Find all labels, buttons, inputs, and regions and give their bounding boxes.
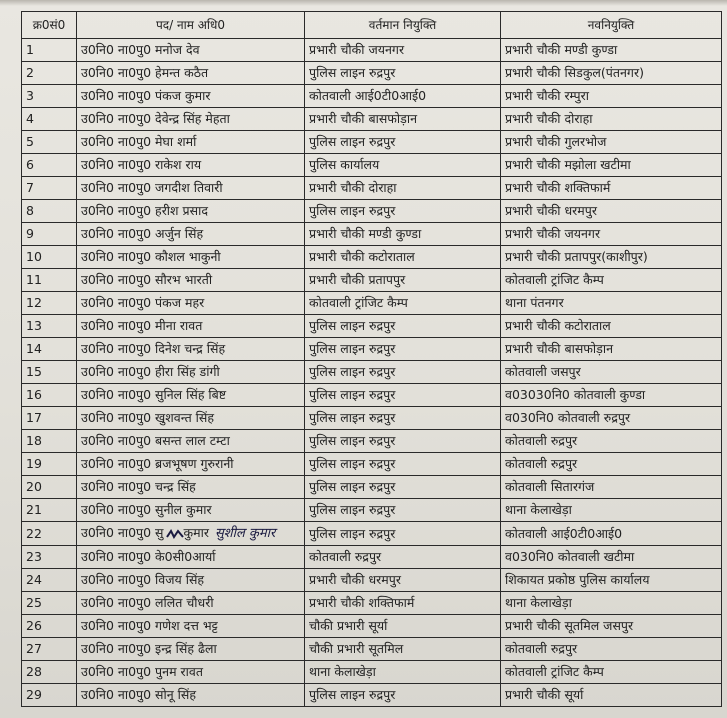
new-posting-cell: प्रभारी चौकी सिडकुल(पंतनगर) — [501, 62, 722, 85]
serial-cell: 19 — [22, 453, 77, 476]
name-cell: उ0नि0 ना0पु0 कौशल भाकुनी — [77, 246, 305, 269]
new-posting-cell: प्रभारी चौकी शक्तिफार्म — [501, 177, 722, 200]
table-row — [22, 200, 722, 223]
table-row — [22, 177, 722, 200]
serial-cell: 22 — [22, 522, 77, 546]
name-cell: उ0नि0 ना0पु0 सुनील कुमार — [77, 499, 305, 522]
new-posting-cell: कोतवाली आई0टी0आई0 — [501, 522, 722, 546]
serial-cell: 21 — [22, 499, 77, 522]
serial-cell: 18 — [22, 430, 77, 453]
table-row — [22, 522, 722, 546]
table-row — [22, 615, 722, 638]
serial-cell: 7 — [22, 177, 77, 200]
name-cell: उ0नि0 ना0पु0 के0सी0आर्या — [77, 546, 305, 569]
current-posting-cell: प्रभारी चौकी जयनगर — [305, 39, 501, 62]
name-text: उ0नि0 ना0पु0 सु — [81, 525, 164, 540]
current-posting-cell: चौकी प्रभारी सूतमिल — [305, 638, 501, 661]
name-cell: उ0नि0 ना0पु0 मनोज देव — [77, 39, 305, 62]
current-posting-cell: पुलिस लाइन रुद्रपुर — [305, 315, 501, 338]
current-posting-cell: पुलिस लाइन रुद्रपुर — [305, 499, 501, 522]
new-posting-cell: प्रभारी चौकी प्रतापपुर(काशीपुर) — [501, 246, 722, 269]
new-posting-cell: कोतवाली रुद्रपुर — [501, 430, 722, 453]
name-cell: उ0नि0 ना0पु0 खुशवन्त सिंह — [77, 407, 305, 430]
new-posting-cell: कोतवाली रुद्रपुर — [501, 453, 722, 476]
table-row — [22, 131, 722, 154]
name-cell: उ0नि0 ना0पु0 हीरा सिंह डांगी — [77, 361, 305, 384]
serial-cell: 12 — [22, 292, 77, 315]
name-cell: उ0नि0 ना0पु0 दिनेश चन्द्र सिंह — [77, 338, 305, 361]
new-posting-cell: व030नि0 कोतवाली रुद्रपुर — [501, 407, 722, 430]
roster-body — [22, 39, 722, 707]
current-posting-cell: पुलिस लाइन रुद्रपुर — [305, 338, 501, 361]
serial-cell: 16 — [22, 384, 77, 407]
name-cell: उ0नि0 ना0पु0 अर्जुन सिंह — [77, 223, 305, 246]
table-row — [22, 85, 722, 108]
new-posting-cell: कोतवाली ट्रांजिट कैम्प — [501, 269, 722, 292]
table-row — [22, 476, 722, 499]
current-posting-cell: पुलिस लाइन रुद्रपुर — [305, 684, 501, 707]
table-row — [22, 546, 722, 569]
serial-cell: 24 — [22, 569, 77, 592]
new-posting-cell: प्रभारी चौकी सूर्या — [501, 684, 722, 707]
name-cell: उ0नि0 ना0पु0 ब्रजभूषण गुरुरानी — [77, 453, 305, 476]
table-row — [22, 62, 722, 85]
current-posting-cell: प्रभारी चौकी बासफोड़ान — [305, 108, 501, 131]
name-cell: उ0नि0 ना0पु0 सौरभ भारती — [77, 269, 305, 292]
new-posting-cell: व03030नि0 कोतवाली कुण्डा — [501, 384, 722, 407]
serial-cell: 5 — [22, 131, 77, 154]
new-posting-cell: कोतवाली सितारगंज — [501, 476, 722, 499]
name-cell: उ0नि0 ना0पु0 देवेन्द्र सिंह मेहता — [77, 108, 305, 131]
new-posting-cell: प्रभारी चौकी जयनगर — [501, 223, 722, 246]
table-row — [22, 315, 722, 338]
current-posting-cell: पुलिस लाइन रुद्रपुर — [305, 476, 501, 499]
name-cell: उ0नि0 ना0पु0 ललित चौधरी — [77, 592, 305, 615]
serial-cell: 1 — [22, 39, 77, 62]
table-row — [22, 292, 722, 315]
name-cell: उ0नि0 ना0पु0 गणेश दत्त भट्ट — [77, 615, 305, 638]
handwritten-correction: सुशील कुमार — [214, 526, 276, 541]
serial-cell: 2 — [22, 62, 77, 85]
current-posting-cell: कोतवाली आई0टी0आई0 — [305, 85, 501, 108]
current-posting-cell: पुलिस लाइन रुद्रपुर — [305, 361, 501, 384]
name-cell: उ0नि0 ना0पु0 मीना रावत — [77, 315, 305, 338]
serial-cell: 9 — [22, 223, 77, 246]
name-cell: उ0नि0 ना0पु0 चन्द्र सिंह — [77, 476, 305, 499]
serial-cell: 8 — [22, 200, 77, 223]
current-posting-cell: थाना केलाखेड़ा — [305, 661, 501, 684]
serial-cell: 20 — [22, 476, 77, 499]
strikethrough-scribble-icon — [166, 529, 184, 539]
header-name: पद/ नाम अधि0 — [77, 12, 305, 39]
table-row — [22, 592, 722, 615]
serial-cell: 10 — [22, 246, 77, 269]
serial-cell: 25 — [22, 592, 77, 615]
header-serial: क्र0सं0 — [22, 12, 77, 39]
current-posting-cell: चौकी प्रभारी सूर्या — [305, 615, 501, 638]
name-cell: उ0नि0 ना0पु0 मेघा शर्मा — [77, 131, 305, 154]
table-row — [22, 384, 722, 407]
name-tail-text: कुमार — [183, 525, 209, 540]
new-posting-cell: प्रभारी चौकी मझोला खटीमा — [501, 154, 722, 177]
current-posting-cell: पुलिस कार्यालय — [305, 154, 501, 177]
current-posting-cell: पुलिस लाइन रुद्रपुर — [305, 430, 501, 453]
current-posting-cell: प्रभारी चौकी प्रतापपुर — [305, 269, 501, 292]
new-posting-cell: प्रभारी चौकी सूतमिल जसपुर — [501, 615, 722, 638]
new-posting-cell: कोतवाली रुद्रपुर — [501, 638, 722, 661]
name-cell — [77, 522, 305, 546]
new-posting-cell: प्रभारी चौकी धरमपुर — [501, 200, 722, 223]
table-row — [22, 361, 722, 384]
header-row — [22, 12, 722, 39]
serial-cell: 26 — [22, 615, 77, 638]
name-cell: उ0नि0 ना0पु0 पंकज कुमार — [77, 85, 305, 108]
table-row — [22, 39, 722, 62]
table-row — [22, 499, 722, 522]
serial-cell: 28 — [22, 661, 77, 684]
name-cell: उ0नि0 ना0पु0 बसन्त लाल टम्टा — [77, 430, 305, 453]
serial-cell: 3 — [22, 85, 77, 108]
table-row — [22, 569, 722, 592]
serial-cell: 15 — [22, 361, 77, 384]
new-posting-cell: प्रभारी चौकी मण्डी कुण्डा — [501, 39, 722, 62]
serial-cell: 23 — [22, 546, 77, 569]
name-cell: उ0नि0 ना0पु0 सोनू सिंह — [77, 684, 305, 707]
current-posting-cell: प्रभारी चौकी मण्डी कुण्डा — [305, 223, 501, 246]
new-posting-cell: कोतवाली ट्रांजिट कैम्प — [501, 661, 722, 684]
table-row — [22, 661, 722, 684]
current-posting-cell: कोतवाली रुद्रपुर — [305, 546, 501, 569]
current-posting-cell: पुलिस लाइन रुद्रपुर — [305, 62, 501, 85]
current-posting-cell: पुलिस लाइन रुद्रपुर — [305, 453, 501, 476]
serial-cell: 13 — [22, 315, 77, 338]
current-posting-cell: कोतवाली ट्रांजिट कैम्प — [305, 292, 501, 315]
new-posting-cell: शिकायत प्रकोष्ठ पुलिस कार्यालय — [501, 569, 722, 592]
table-row — [22, 108, 722, 131]
table-row — [22, 638, 722, 661]
table-row — [22, 246, 722, 269]
name-cell: उ0नि0 ना0पु0 पंकज महर — [77, 292, 305, 315]
serial-cell: 14 — [22, 338, 77, 361]
current-posting-cell: प्रभारी चौकी कटोराताल — [305, 246, 501, 269]
header-new-posting: नवनियुक्ति — [501, 12, 722, 39]
transfer-roster-table — [21, 11, 722, 707]
serial-cell: 27 — [22, 638, 77, 661]
serial-cell: 29 — [22, 684, 77, 707]
name-cell: उ0नि0 ना0पु0 इन्द्र सिंह ढैला — [77, 638, 305, 661]
current-posting-cell: पुलिस लाइन रुद्रपुर — [305, 407, 501, 430]
new-posting-cell: थाना केलाखेड़ा — [501, 592, 722, 615]
name-cell: उ0नि0 ना0पु0 सुनिल सिंह बिष्ट — [77, 384, 305, 407]
name-cell: उ0नि0 ना0पु0 हेमन्त कठैत — [77, 62, 305, 85]
current-posting-cell: प्रभारी चौकी दोराहा — [305, 177, 501, 200]
new-posting-cell: प्रभारी चौकी गुलरभोज — [501, 131, 722, 154]
current-posting-cell: प्रभारी चौकी धरमपुर — [305, 569, 501, 592]
current-posting-cell: प्रभारी चौकी शक्तिफार्म — [305, 592, 501, 615]
table-row — [22, 269, 722, 292]
new-posting-cell: व030नि0 कोतवाली खटीमा — [501, 546, 722, 569]
name-cell: उ0नि0 ना0पु0 जगदीश तिवारी — [77, 177, 305, 200]
name-cell: उ0नि0 ना0पु0 राकेश राय — [77, 154, 305, 177]
current-posting-cell: पुलिस लाइन रुद्रपुर — [305, 384, 501, 407]
name-cell: उ0नि0 ना0पु0 विजय सिंह — [77, 569, 305, 592]
table-row — [22, 453, 722, 476]
page-edge-shadow — [0, 0, 727, 6]
serial-cell: 11 — [22, 269, 77, 292]
current-posting-cell: पुलिस लाइन रुद्रपुर — [305, 131, 501, 154]
new-posting-cell: कोतवाली जसपुर — [501, 361, 722, 384]
table-row — [22, 154, 722, 177]
new-posting-cell: प्रभारी चौकी बासफोड़ान — [501, 338, 722, 361]
table-row — [22, 430, 722, 453]
new-posting-cell: प्रभारी चौकी रम्पुरा — [501, 85, 722, 108]
current-posting-cell: पुलिस लाइन रुद्रपुर — [305, 522, 501, 546]
serial-cell: 6 — [22, 154, 77, 177]
table-row — [22, 684, 722, 707]
table-row — [22, 338, 722, 361]
serial-cell: 4 — [22, 108, 77, 131]
new-posting-cell: प्रभारी चौकी कटोराताल — [501, 315, 722, 338]
table-row — [22, 223, 722, 246]
new-posting-cell: प्रभारी चौकी दोराहा — [501, 108, 722, 131]
table-row — [22, 407, 722, 430]
serial-cell: 17 — [22, 407, 77, 430]
name-cell: उ0नि0 ना0पु0 पुनम रावत — [77, 661, 305, 684]
current-posting-cell: पुलिस लाइन रुद्रपुर — [305, 200, 501, 223]
new-posting-cell: थाना पंतनगर — [501, 292, 722, 315]
name-cell: उ0नि0 ना0पु0 हरीश प्रसाद — [77, 200, 305, 223]
header-current-posting: वर्तमान नियुक्ति — [305, 12, 501, 39]
new-posting-cell: थाना केलाखेड़ा — [501, 499, 722, 522]
